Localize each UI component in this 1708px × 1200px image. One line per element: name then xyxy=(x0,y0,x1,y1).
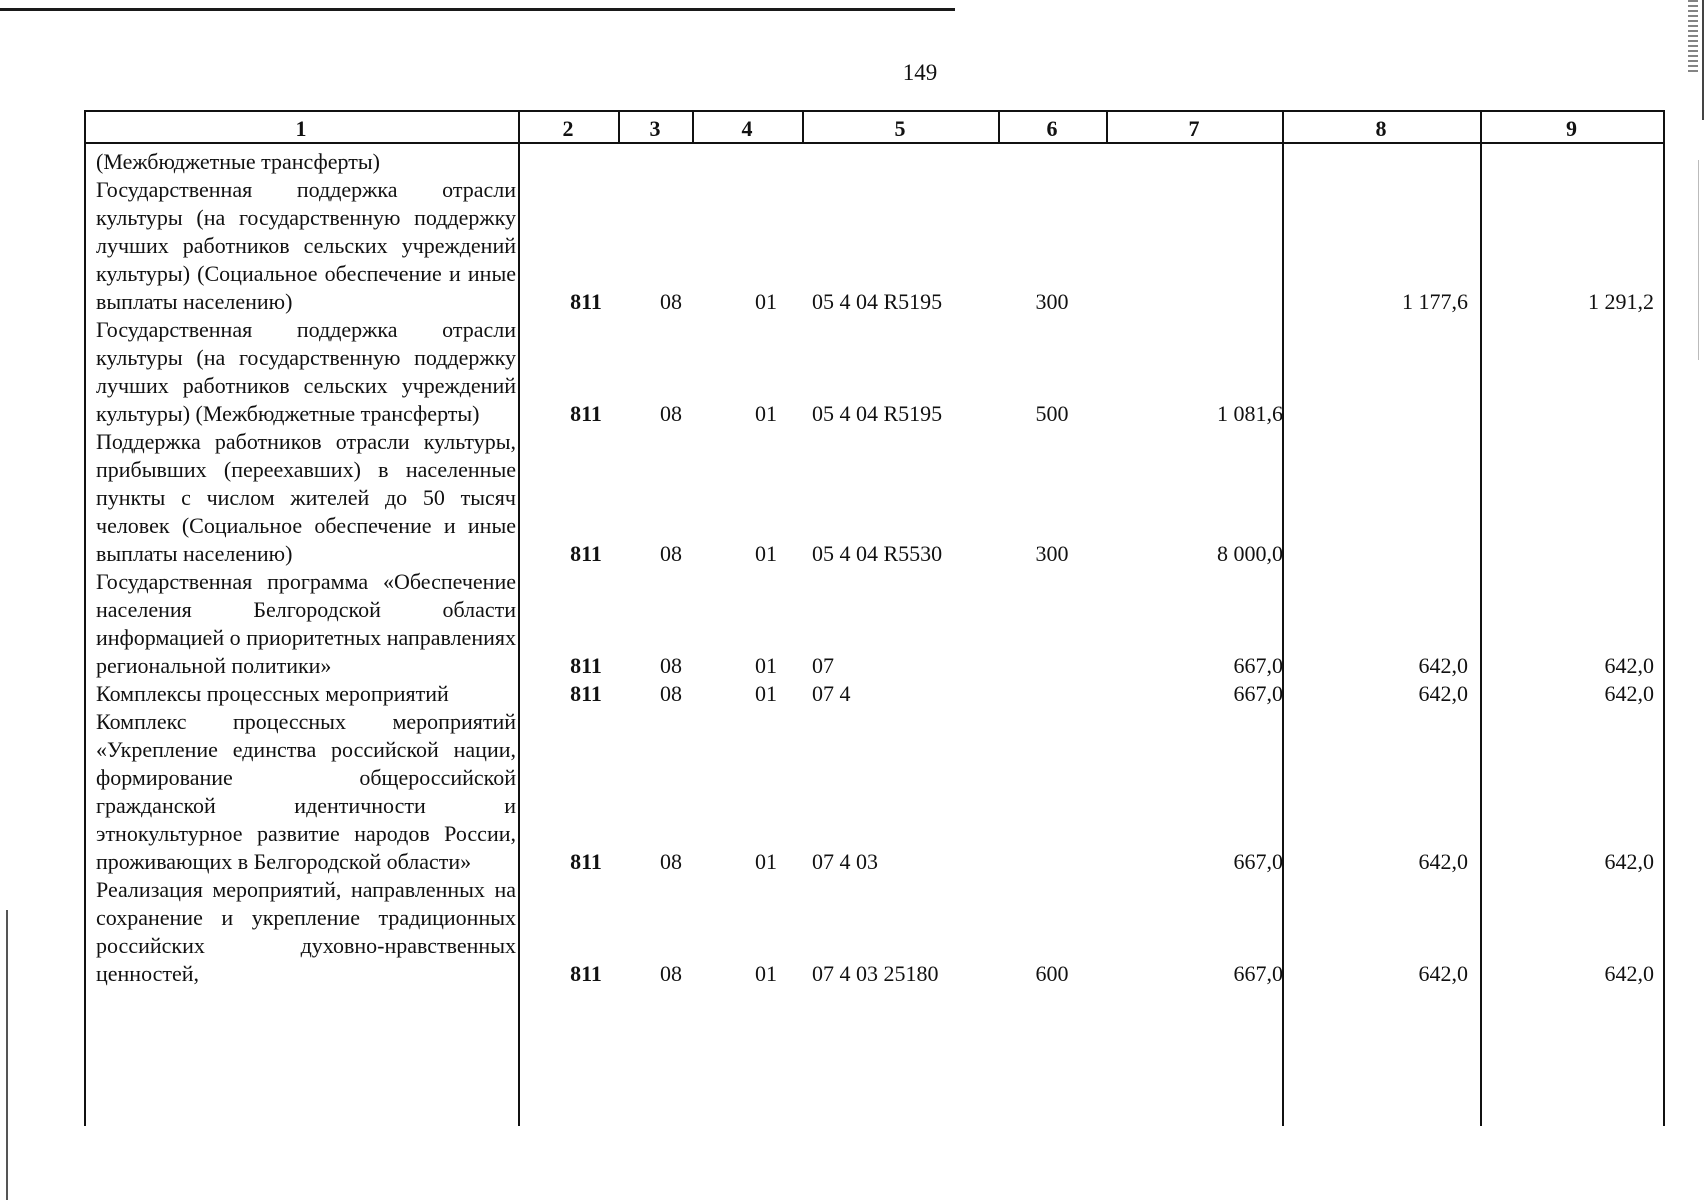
cell-expense-type: 300 xyxy=(1035,541,1069,566)
page-number: 149 xyxy=(902,60,938,85)
top-rule xyxy=(0,8,955,11)
table-row xyxy=(84,316,1665,428)
header-col-5: 5 xyxy=(894,116,906,141)
cell-section: 08 xyxy=(660,681,682,706)
cell-subsection: 01 xyxy=(755,541,777,566)
scan-edge-mark xyxy=(1688,0,1698,72)
cell-ministry-code: 811 xyxy=(570,961,602,986)
cell-section: 08 xyxy=(660,289,682,314)
cell-ministry-code: 811 xyxy=(570,401,602,426)
scan-edge-left xyxy=(6,910,8,1200)
table-row xyxy=(84,708,1665,876)
header-col-2: 2 xyxy=(562,116,574,141)
cell-target-article: 05 4 04 R5195 xyxy=(812,401,943,426)
header-col-1: 1 xyxy=(295,116,307,141)
row-description: Государственная поддержка отрасли культуры (на государственную поддержку лучших работников сельских учреждений культуры) (Социальное обеспечение и иные выплаты населению) xyxy=(96,177,516,314)
cell-section: 08 xyxy=(660,401,682,426)
cell-amount-col9: 642,0 xyxy=(1604,961,1654,986)
cell-amount-col8: 1 177,6 xyxy=(1402,289,1468,314)
cell-target-article: 07 4 03 xyxy=(812,849,878,874)
cell-amount-col7: 667,0 xyxy=(1233,961,1283,986)
table-row xyxy=(84,428,1665,568)
cell-ministry-code: 811 xyxy=(570,289,602,314)
cell-amount-col8: 642,0 xyxy=(1418,849,1468,874)
cell-target-article: 07 4 03 25180 xyxy=(812,961,939,986)
row-description: Поддержка работников отрасли культуры, прибывших (переехавших) в населенные пункты с числом жителей до 50 тысяч человек (Социальное обеспечение и иные выплаты населению) xyxy=(96,429,516,566)
table-row xyxy=(84,148,1665,176)
cell-amount-col8: 642,0 xyxy=(1418,961,1468,986)
header-col-3: 3 xyxy=(649,116,661,141)
header-col-4: 4 xyxy=(741,116,753,141)
cell-expense-type: 500 xyxy=(1035,401,1069,426)
cell-amount-col7: 667,0 xyxy=(1233,653,1283,678)
header-col-9: 9 xyxy=(1566,116,1577,141)
scan-edge-right xyxy=(1702,0,1704,120)
cell-target-article: 05 4 04 R5195 xyxy=(812,289,943,314)
cell-subsection: 01 xyxy=(755,849,777,874)
cell-section: 08 xyxy=(660,961,682,986)
cell-section: 08 xyxy=(660,653,682,678)
scan-edge-right-faint xyxy=(1698,160,1699,360)
cell-ministry-code: 811 xyxy=(570,849,602,874)
row-description: Государственная поддержка отрасли культуры (на государственную поддержку лучших работников сельских учреждений культуры) (Межбюджетные трансферты) xyxy=(96,317,516,426)
cell-amount-col7: 667,0 xyxy=(1233,681,1283,706)
header-col-8: 8 xyxy=(1375,116,1387,141)
cell-ministry-code: 811 xyxy=(570,541,602,566)
cell-subsection: 01 xyxy=(755,681,777,706)
table-top-border xyxy=(84,110,1665,112)
cell-section: 08 xyxy=(660,849,682,874)
cell-subsection: 01 xyxy=(755,961,777,986)
cell-amount-col8: 642,0 xyxy=(1418,653,1468,678)
cell-amount-col9: 642,0 xyxy=(1604,681,1654,706)
header-col-7: 7 xyxy=(1188,116,1200,141)
table-row xyxy=(84,876,1665,988)
cell-amount-col9: 1 291,2 xyxy=(1588,289,1654,314)
cell-ministry-code: 811 xyxy=(570,653,602,678)
budget-table xyxy=(84,110,1665,1126)
cell-amount-col8: 642,0 xyxy=(1418,681,1468,706)
row-description: Государственная программа «Обеспечение населения Белгородской области информацией о приоритетных направлениях региональной политики» xyxy=(96,569,516,678)
cell-amount-col9: 642,0 xyxy=(1604,653,1654,678)
row-description: Комплексы процессных мероприятий xyxy=(96,681,449,706)
table-row xyxy=(84,176,1665,316)
cell-subsection: 01 xyxy=(755,289,777,314)
cell-section: 08 xyxy=(660,541,682,566)
table-body xyxy=(84,148,1665,988)
row-description: (Межбюджетные трансферты) xyxy=(96,149,380,174)
table-row xyxy=(84,680,1665,708)
cell-target-article: 07 xyxy=(812,653,834,678)
cell-ministry-code: 811 xyxy=(570,681,602,706)
row-description: Комплекс процессных мероприятий «Укрепление единства российской нации, формирование общероссийской гражданской идентичности и этнокультурное развитие народов России, проживающих в Белгородской области» xyxy=(96,709,516,874)
cell-subsection: 01 xyxy=(755,401,777,426)
cell-amount-col7: 1 081,6 xyxy=(1217,401,1283,426)
cell-amount-col7: 667,0 xyxy=(1233,849,1283,874)
row-description: Реализация мероприятий, направленных на сохранение и укрепление традиционных российских духовно-нравственных ценностей, xyxy=(96,877,516,986)
cell-target-article: 05 4 04 R5530 xyxy=(812,541,943,566)
table-row xyxy=(84,568,1665,680)
cell-target-article: 07 4 xyxy=(812,681,851,706)
cell-amount-col7: 8 000,0 xyxy=(1217,541,1283,566)
cell-subsection: 01 xyxy=(755,653,777,678)
cell-amount-col9: 642,0 xyxy=(1604,849,1654,874)
cell-expense-type: 600 xyxy=(1035,961,1069,986)
header-col-6: 6 xyxy=(1046,116,1058,141)
cell-expense-type: 300 xyxy=(1035,289,1069,314)
